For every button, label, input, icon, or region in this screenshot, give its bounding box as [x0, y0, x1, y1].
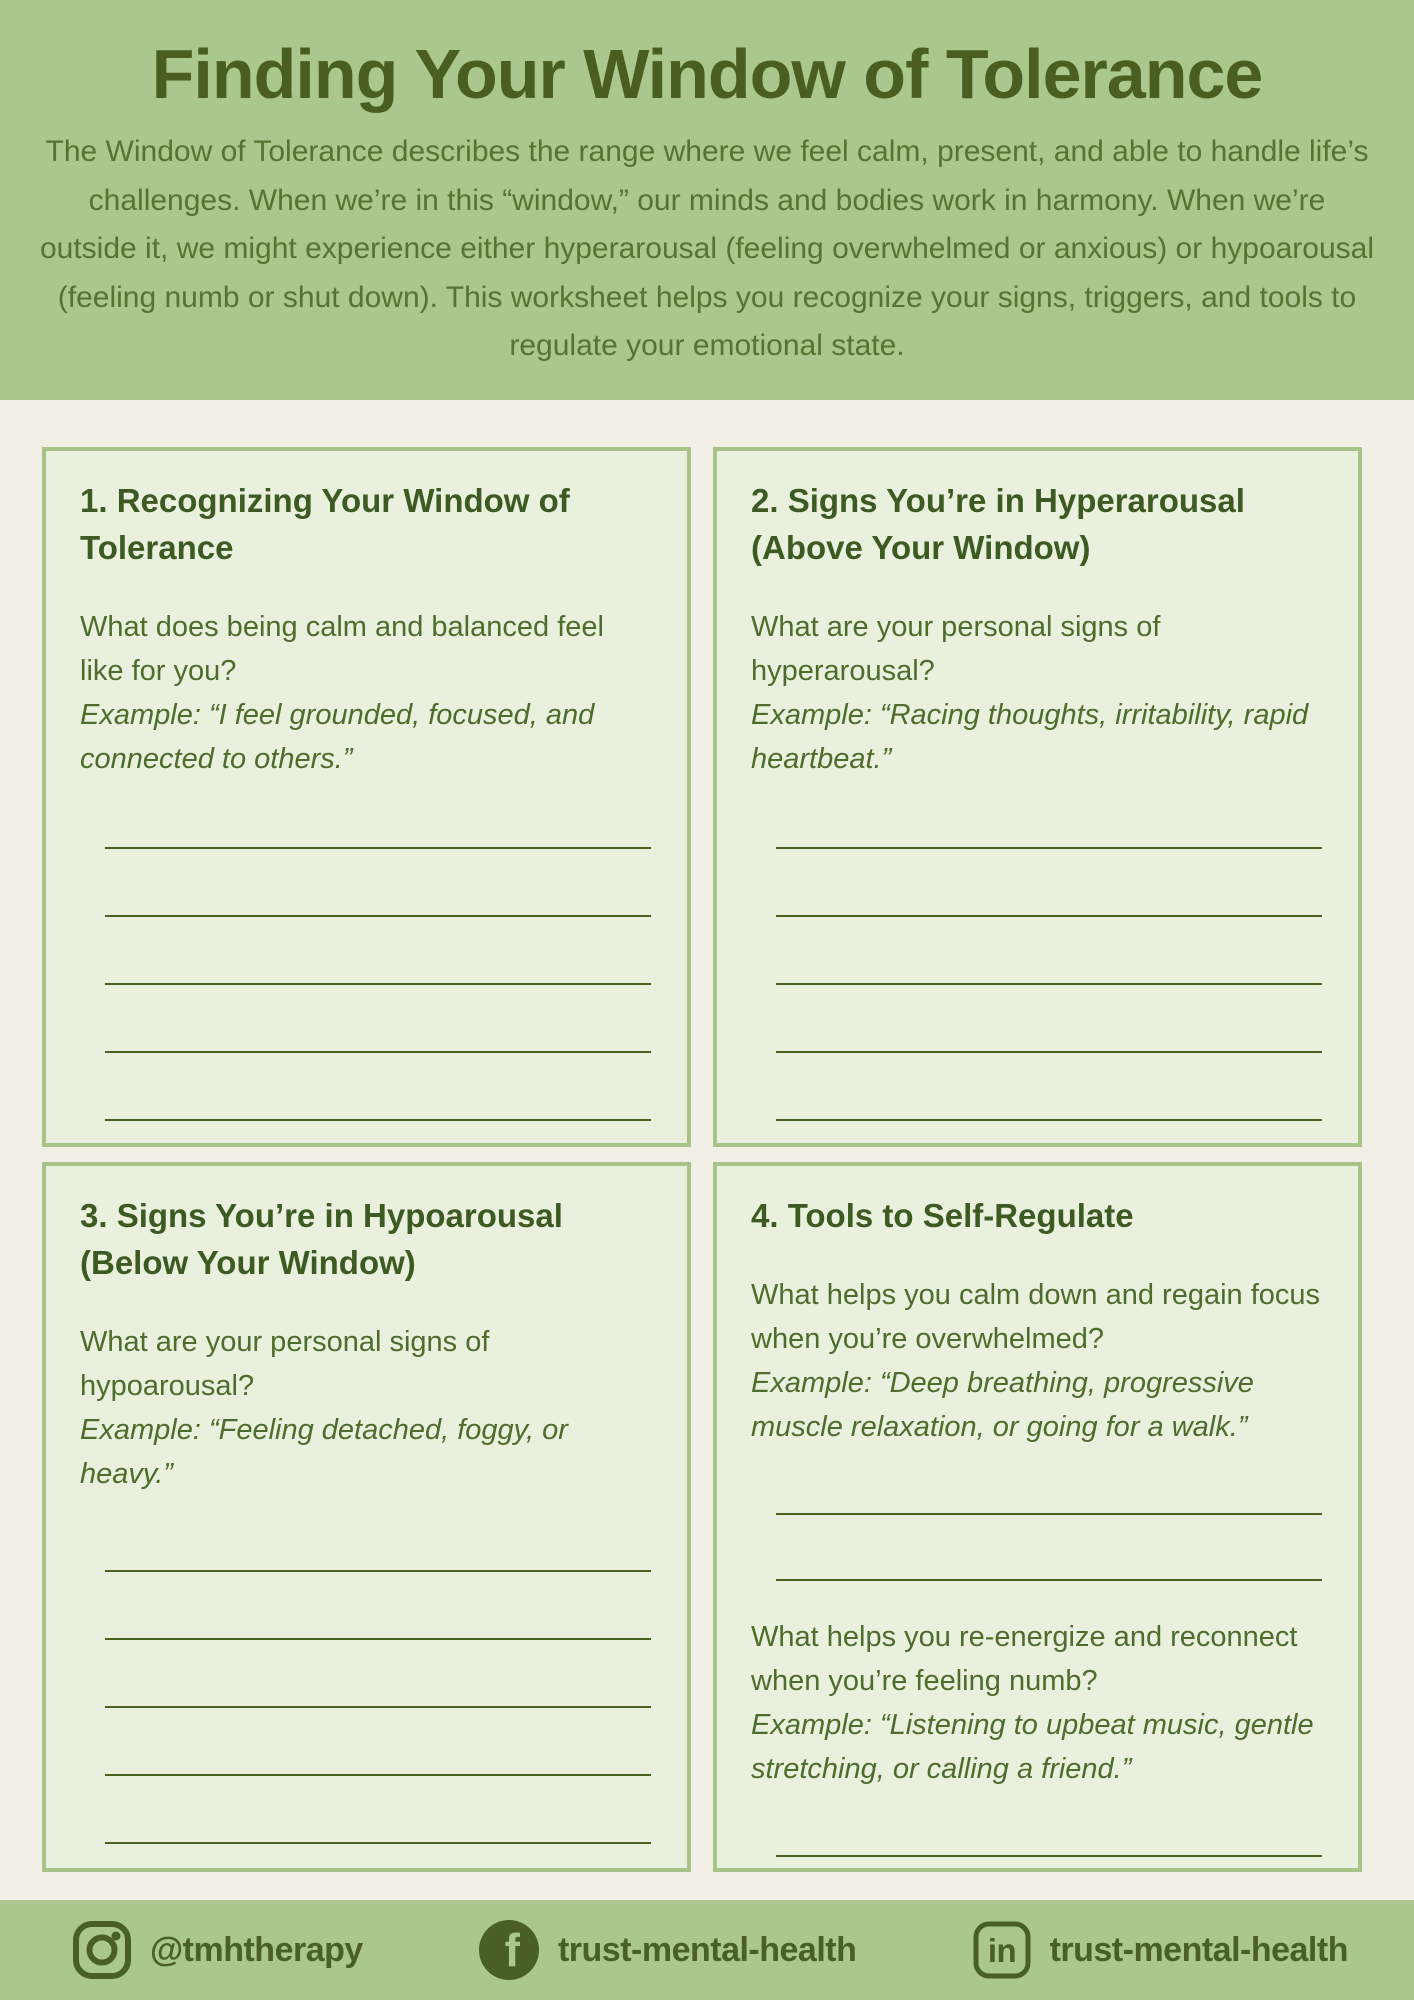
section-self-regulate-tools — [713, 1162, 1362, 1872]
social-handle: trust-mental-health — [1049, 1930, 1348, 1969]
question-text: What are your personal signs of hyperarousal? — [751, 611, 1161, 687]
answer-line — [105, 1776, 651, 1844]
answer-line — [776, 1857, 1322, 1872]
page-title: Finding Your Window of Tolerance — [151, 35, 1263, 113]
example-text: Example: “Deep breathing, progressive muscle relaxation, or going for a walk.” — [751, 1367, 1254, 1443]
social-handle: trust-mental-health — [557, 1930, 857, 1969]
facebook-icon — [478, 1919, 540, 1981]
answer-lines — [80, 1504, 653, 1844]
answer-line — [105, 781, 651, 849]
answer-line — [776, 1791, 1322, 1857]
example-text: Example: “Feeling detached, foggy, or heavy.” — [80, 1414, 568, 1490]
svg-text:in: in — [987, 1932, 1016, 1969]
answer-line — [105, 917, 651, 985]
example-text: Example: “I feel grounded, focused, and connected to others.” — [80, 699, 595, 775]
answer-line — [776, 917, 1322, 985]
header-band — [0, 0, 1414, 400]
worksheet-grid — [42, 447, 1362, 1872]
linkedin-icon — [972, 1920, 1032, 1980]
question-text: What helps you calm down and regain focus when you’re overwhelmed? — [751, 1279, 1321, 1355]
answer-lines — [751, 781, 1324, 1121]
social-linkedin[interactable] — [972, 1920, 1348, 1980]
social-instagram[interactable] — [72, 1920, 363, 1980]
question-text: What does being calm and balanced feel like for you? — [80, 611, 604, 687]
footer-band — [0, 1900, 1414, 2000]
svg-text:f: f — [504, 1924, 520, 1976]
answer-line — [105, 1053, 651, 1121]
section-title: 2. Signs You’re in Hyperarousal (Above Your Window) — [751, 482, 1245, 566]
section-hyperarousal-signs — [713, 447, 1362, 1147]
answer-line — [776, 1515, 1322, 1581]
social-facebook[interactable] — [478, 1919, 856, 1981]
answer-line — [776, 985, 1322, 1053]
answer-line — [105, 1572, 651, 1640]
section-hypoarousal-signs — [42, 1162, 691, 1872]
answer-line — [105, 1640, 651, 1708]
answer-lines — [751, 1791, 1324, 1872]
answer-line — [105, 985, 651, 1053]
answer-lines — [80, 781, 653, 1121]
answer-line — [776, 849, 1322, 917]
answer-line — [776, 1053, 1322, 1121]
answer-line — [105, 1708, 651, 1776]
answer-lines — [751, 1449, 1324, 1581]
section-title: 1. Recognizing Your Window of Tolerance — [80, 482, 570, 566]
section-title: 3. Signs You’re in Hypoarousal (Below Your Window) — [80, 1197, 563, 1281]
instagram-icon — [72, 1920, 132, 1980]
question-text: What helps you re-energize and reconnect when you’re feeling numb? — [751, 1621, 1298, 1697]
question-text: What are your personal signs of hypoarousal? — [80, 1326, 490, 1402]
example-text: Example: “Listening to upbeat music, gentle stretching, or calling a friend.” — [751, 1709, 1314, 1785]
social-handle: @tmhtherapy — [150, 1930, 363, 1969]
example-text: Example: “Racing thoughts, irritability, rapid heartbeat.” — [751, 699, 1309, 775]
section-title: 4. Tools to Self-Regulate — [751, 1197, 1134, 1234]
answer-line — [776, 781, 1322, 849]
answer-line — [776, 1449, 1322, 1515]
answer-line — [105, 1504, 651, 1572]
answer-line — [105, 849, 651, 917]
intro-paragraph: The Window of Tolerance describes the range where we feel calm, present, and able to handle life’s challenges. When we’re in this “window,” our minds and bodies work in harmony. When we’re outside it, we might experience either hyperarousal (feeling overwhelmed or anxious) or hypoarousal (feeling numb or shut down). This worksheet helps you recognize your signs, triggers, and tools to regulate your emotional state. — [39, 135, 1375, 362]
section-recognizing-window — [42, 447, 691, 1147]
